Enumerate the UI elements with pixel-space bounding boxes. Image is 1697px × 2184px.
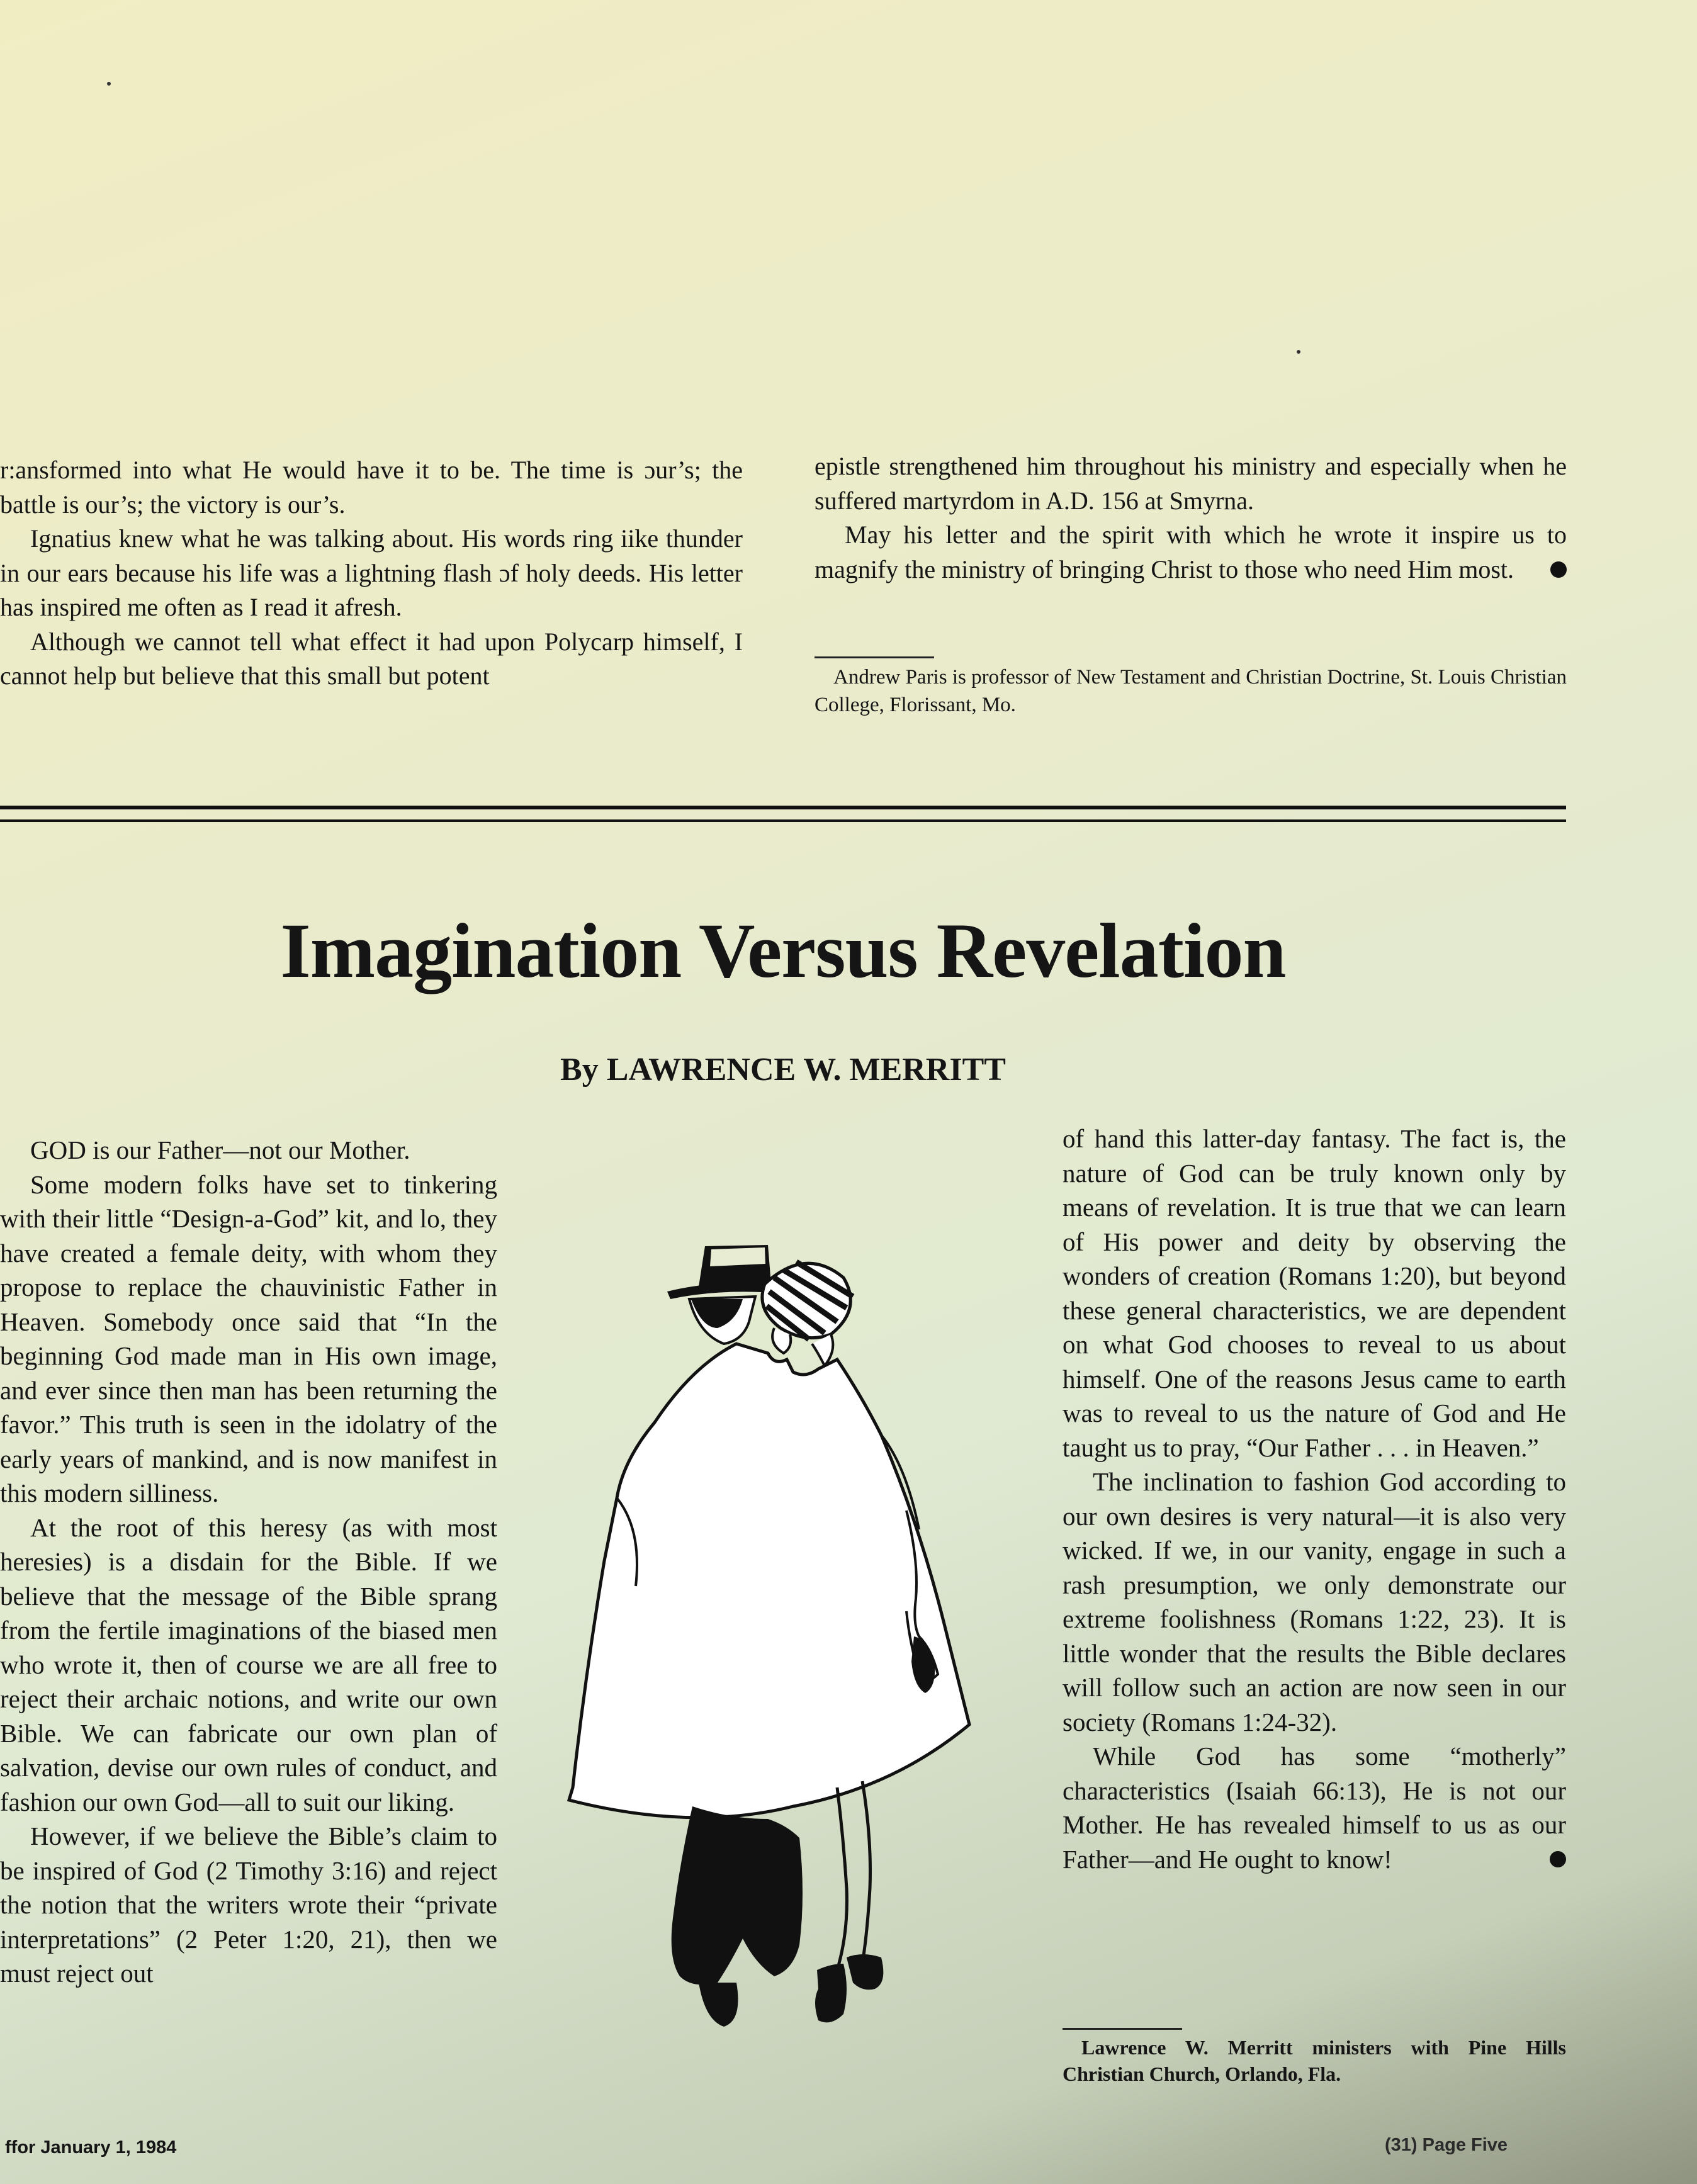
bio-separator-rule xyxy=(1063,2028,1182,2030)
paragraph-text: May his letter and the spirit with which he wrote it inspire us to magnify the ministry of bringing Christ to those who need Him most. xyxy=(815,521,1567,583)
previous-article-left-column xyxy=(0,453,743,694)
footer-issue-date: ffor January 1, 1984 xyxy=(5,2137,177,2158)
previous-article-right-column xyxy=(815,449,1567,587)
paragraph: Some modern folks have set to tinkering with their little “Design-a-God” kit, and lo, they have created a female deity, with whom they propose to replace the chauvinistic Father in Heaven. Somebody once said that “In the beginning God made man in His own image, and ever since then man has been returning the favor.” This truth is seen in the idolatry of the early years of mankind, and is now manifest in this modern silliness. xyxy=(0,1169,497,1507)
paragraph: Ignatius knew what he was talking about. His words ring iike thunder in our ears because his life was a lightning flash ɔf holy deeds. His letter has inspired me often as I read it afresh. xyxy=(0,524,743,621)
paragraph: of hand this latter-day fantasy. The fact is, the nature of God can be truly known only by means of revelation. It is true that we can learn of His power and deity by observing the wonders of creation (Romans 1:20), but beyond these general characteristics, we are dependent on what God chooses to reveal to us about himself. One of the reasons Jesus came to earth was to reveal to us the nature of God and He taught us to pray, “Our Father . . . in Heaven.” xyxy=(1063,1124,1566,1462)
article-byline: By LAWRENCE W. MERRITT xyxy=(560,1052,1006,1088)
article-left-column xyxy=(0,1133,497,1991)
paragraph-text: While God has some “motherly” characteristics (Isaiah 66:13), He is not our Mother. He has revealed himself to us as our Father—and He ought to know! xyxy=(1063,1742,1566,1874)
section-divider-top xyxy=(0,806,1566,809)
end-of-article-dot-icon xyxy=(1550,1851,1566,1867)
paragraph: r:ansformed into what He would have it to be. The time is ɔur’s; the battle is our’s; the victory is our’s. xyxy=(0,456,743,519)
article-right-column xyxy=(1063,1122,1566,1876)
footer-page-number: (31) Page Five xyxy=(1385,2135,1508,2155)
paragraph: GOD is our Father—not our Mother. xyxy=(30,1135,410,1164)
article-author-bio: Lawrence W. Merritt ministers with Pine Hills Christian Church, Orlando, Fla. xyxy=(1063,2036,1566,2085)
previous-author-bio: Andrew Paris is professor of New Testament and Christian Doctrine, St. Louis Christian College, Florissant, Mo. xyxy=(815,666,1567,716)
article-headline: Imagination Versus Revelation xyxy=(280,908,1286,994)
paragraph: At the root of this heresy (as with most heresies) is a disdain for the Bible. If we believe that the message of the Bible sprang from the fertile imaginations of the biased men who wrote it, then of course we are all free to reject their archaic notions, and write our own Bible. We can fabricate our own plan of salvation, devise our own rules of conduct, and fashion our own God—all to suit our liking. xyxy=(0,1512,497,1816)
bio-separator-rule xyxy=(815,656,934,658)
section-divider-bottom xyxy=(0,819,1566,822)
paragraph-with-end-mark xyxy=(1063,1739,1566,1876)
end-of-article-dot-icon xyxy=(1550,561,1567,578)
print-speck xyxy=(107,82,111,86)
couple-cloak-illustration-icon xyxy=(567,1234,1007,2058)
paragraph: However, if we believe the Bible’s claim to be inspired of God (2 Timothy 3:16) and reject the notion that the writers wrote their “private interpretations” (2 Peter 1:20, 21), then we must reject out xyxy=(0,1821,497,1988)
print-speck xyxy=(1297,350,1300,354)
paragraph: The inclination to fashion God according to our own desires is very natural—it is also very wicked. If we, in our vanity, engage in such a rash presumption, we only demonstrate our extreme foolishness (Romans 1:22, 23). It is little wonder that the results the Bible declares will follow such an action are now seen in our society (Romans 1:24-32). xyxy=(1063,1467,1566,1737)
paragraph: epistle strengthened him throughout his ministry and especially when he suffered martyrdom in A.D. 156 at Smyrna. xyxy=(815,452,1567,515)
paragraph: Although we cannot tell what effect it had upon Polycarp himself, I cannot help but believe that this small but potent xyxy=(0,627,743,690)
paragraph-with-end-mark xyxy=(815,518,1567,587)
